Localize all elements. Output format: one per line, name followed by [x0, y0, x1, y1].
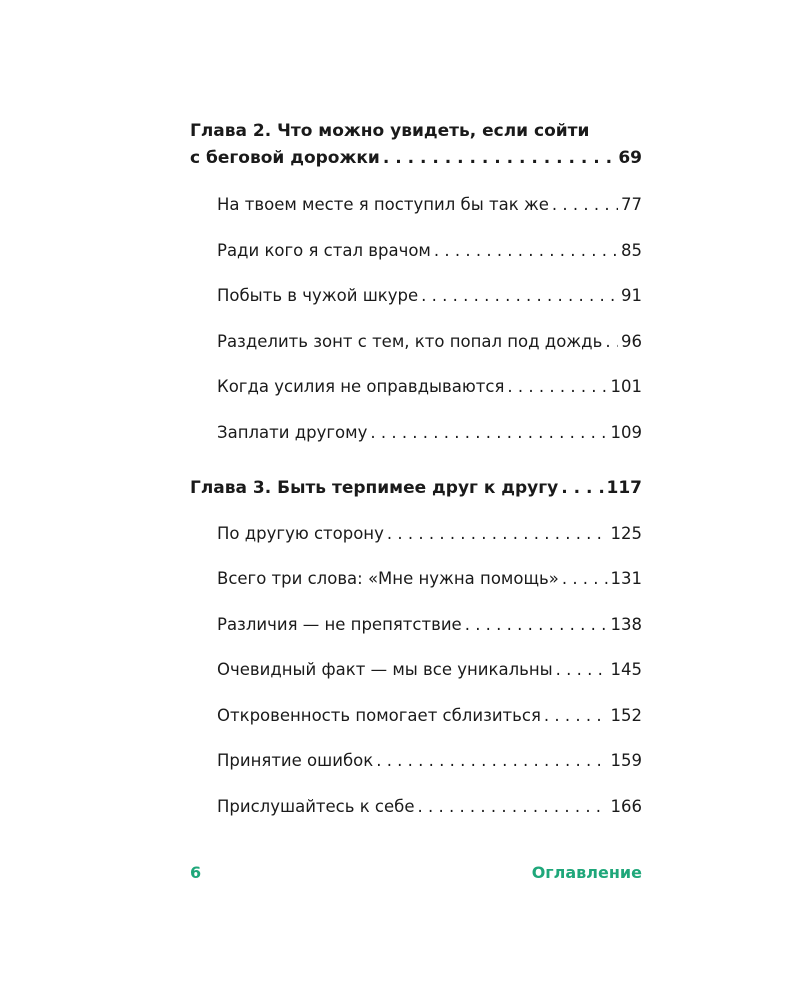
entry-title: Когда усилия не оправдываются	[217, 377, 505, 396]
chapter-title-row	[190, 145, 642, 172]
entry-title: По другую сторону	[217, 523, 384, 543]
entry-title: Всего три слова: «Мне нужна помощь»	[217, 569, 559, 588]
chapter-title: Глава 3. Быть терпимее друг к другу	[190, 477, 559, 498]
toc-entry	[217, 373, 642, 400]
dot-leader	[562, 565, 608, 592]
dot-leader	[383, 145, 615, 172]
entry-page-number: 166	[610, 796, 642, 816]
entry-page-number: 138	[610, 614, 642, 634]
dot-leader	[465, 611, 608, 638]
entry-page-number: 109	[610, 422, 642, 442]
chapter-2-sections	[217, 191, 642, 446]
chapter-2-heading	[190, 118, 642, 172]
page-number: 6	[190, 863, 202, 882]
dot-leader	[417, 793, 607, 820]
entry-page-number: 125	[610, 523, 642, 543]
chapter-page-number: 69	[618, 148, 642, 168]
entry-page-number: 96	[621, 331, 642, 351]
chapter-title-continued: с беговой дорожки	[190, 148, 380, 168]
dot-leader	[561, 475, 603, 502]
toc-entry	[217, 656, 642, 683]
dot-leader	[376, 747, 607, 774]
toc-entry	[217, 328, 642, 355]
entry-title: Ради кого я стал врачом	[217, 240, 431, 260]
chapter-title: Глава 2. Что можно увидеть, если сойти	[190, 121, 590, 141]
entry-title: Принятие ошибок	[217, 751, 374, 770]
dot-leader	[605, 328, 618, 355]
toc-entry	[217, 419, 642, 446]
toc-entry	[217, 702, 642, 729]
toc-entry	[217, 282, 642, 309]
dot-leader	[507, 373, 607, 400]
toc-entry	[217, 191, 642, 218]
entry-title: Побыть в чужой шкуре	[217, 286, 419, 305]
toc-entry	[217, 565, 642, 592]
entry-page-number: 152	[610, 705, 642, 725]
dot-leader	[434, 237, 618, 264]
entry-title: Разделить зонт с тем, кто попал под дождь	[217, 331, 603, 351]
entry-page-number: 159	[610, 751, 642, 770]
dot-leader	[556, 656, 608, 683]
entry-page-number: 85	[621, 240, 642, 260]
dot-leader	[387, 520, 608, 547]
entry-page-number: 77	[621, 195, 642, 214]
table-of-contents	[190, 118, 642, 820]
entry-page-number: 145	[610, 660, 642, 679]
dot-leader	[421, 282, 618, 309]
chapter-title-row	[190, 475, 642, 502]
toc-entry	[217, 237, 642, 264]
toc-entry	[217, 793, 642, 820]
entry-page-number: 91	[621, 286, 642, 305]
chapter-3-heading	[190, 475, 642, 502]
entry-title: Очевидный факт — мы все уникальны	[217, 660, 553, 679]
entry-title: Различия — не препятствие	[217, 614, 462, 634]
entry-title: Прислушайтесь к себе	[217, 796, 415, 816]
dot-leader	[370, 419, 607, 446]
chapter-page-number: 117	[606, 477, 642, 498]
toc-entry	[217, 747, 642, 774]
running-header-title: Оглавление	[531, 863, 642, 882]
dot-leader	[552, 191, 618, 218]
entry-title: На твоем месте я поступил бы так же	[217, 195, 549, 214]
toc-entry	[217, 520, 642, 547]
page-footer	[190, 862, 642, 884]
entry-page-number: 101	[610, 377, 642, 396]
entry-page-number: 131	[610, 569, 642, 588]
toc-entry	[217, 611, 642, 638]
entry-title: Откровенность помогает сблизиться	[217, 705, 541, 725]
dot-leader	[544, 702, 608, 729]
entry-title: Заплати другому	[217, 422, 368, 442]
chapter-3-sections	[217, 520, 642, 820]
